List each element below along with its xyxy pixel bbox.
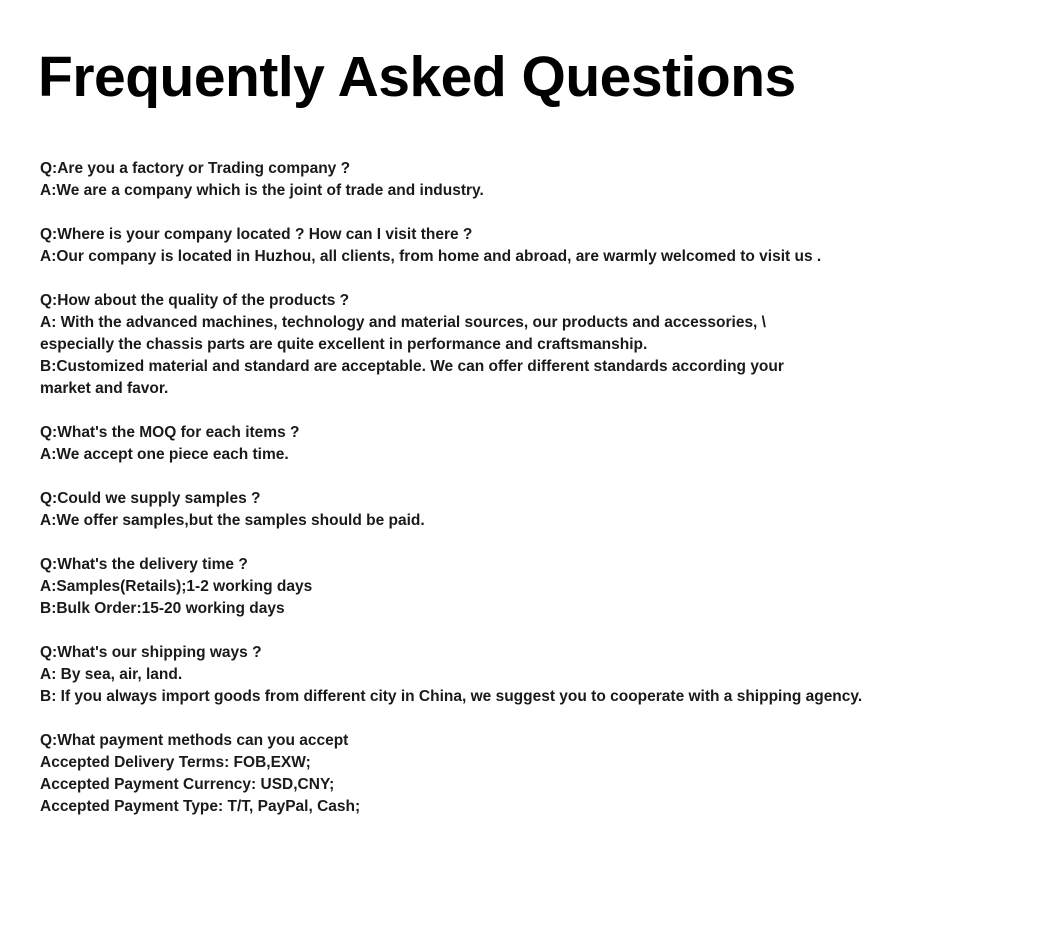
page-title: Frequently Asked Questions bbox=[38, 45, 796, 109]
faq-line: market and favor. bbox=[40, 379, 169, 397]
faq-line: A:Samples(Retails);1-2 working days bbox=[40, 577, 313, 595]
faq-line: Q:What's the delivery time ? bbox=[40, 555, 248, 573]
faq-line: Accepted Payment Type: T/T, PayPal, Cash; bbox=[40, 797, 361, 815]
faq-block bbox=[40, 642, 1030, 708]
faq-block bbox=[40, 554, 1030, 620]
faq-block bbox=[40, 730, 1030, 818]
faq-line: Q:What's our shipping ways ? bbox=[40, 643, 262, 661]
faq-line: especially the chassis parts are quite excellent in performance and craftsmanship. bbox=[40, 335, 648, 353]
faq-line: Q:Where is your company located ? How can I visit there ? bbox=[40, 225, 473, 243]
faq-line: Accepted Payment Currency: USD,CNY; bbox=[40, 775, 335, 793]
faq-line: Q:What's the MOQ for each items ? bbox=[40, 423, 300, 441]
faq-line: Q:How about the quality of the products ? bbox=[40, 291, 350, 309]
faq-block bbox=[40, 290, 1030, 400]
faq-block bbox=[40, 158, 1030, 202]
faq-line: Accepted Delivery Terms: FOB,EXW; bbox=[40, 753, 311, 771]
faq-line: A: By sea, air, land. bbox=[40, 665, 183, 683]
faq-line: A:We accept one piece each time. bbox=[40, 445, 289, 463]
faq-line: Q:What payment methods can you accept bbox=[40, 731, 349, 749]
faq-line: Q:Could we supply samples ? bbox=[40, 489, 261, 507]
faq-block bbox=[40, 224, 1030, 268]
faq-line: Q:Are you a factory or Trading company ? bbox=[40, 159, 351, 177]
faq-line: A: With the advanced machines, technology and material sources, our products and accessories, \ bbox=[40, 313, 766, 331]
faq-line: B:Bulk Order:15-20 working days bbox=[40, 599, 285, 617]
faq-list bbox=[40, 158, 1030, 818]
faq-line: A:Our company is located in Huzhou, all clients, from home and abroad, are warmly welcomed to visit us . bbox=[40, 247, 822, 265]
faq-line: B: If you always import goods from different city in China, we suggest you to cooperate with a shipping agency. bbox=[40, 687, 863, 705]
faq-block bbox=[40, 422, 1030, 466]
faq-line: A:We are a company which is the joint of trade and industry. bbox=[40, 181, 484, 199]
faq-line: A:We offer samples,but the samples should be paid. bbox=[40, 511, 425, 529]
faq-block bbox=[40, 488, 1030, 532]
faq-line: B:Customized material and standard are acceptable. We can offer different standards according your bbox=[40, 357, 784, 375]
